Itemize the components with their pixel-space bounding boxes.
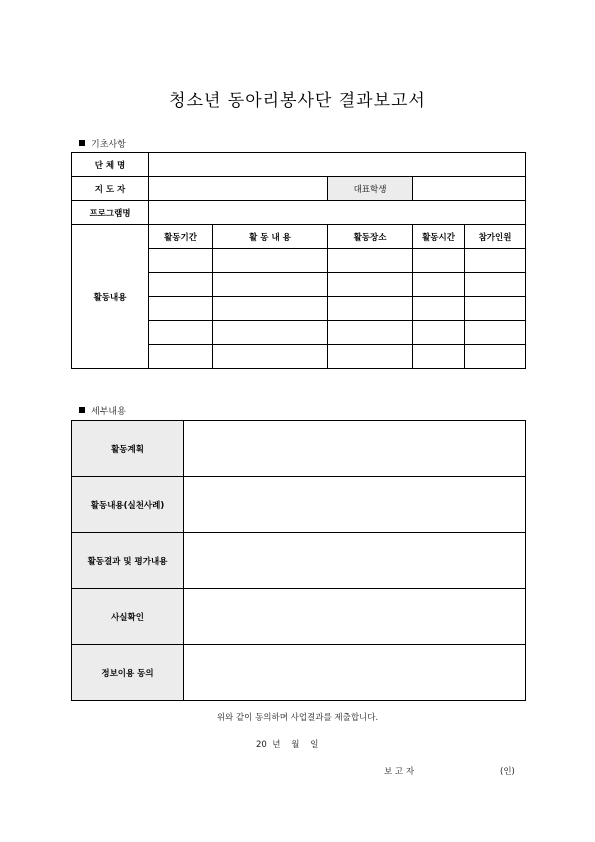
program-name-field[interactable] — [149, 201, 526, 225]
activity-cell[interactable] — [413, 273, 465, 297]
seal-mark: (인) — [500, 767, 515, 777]
org-name-label: 단 체 명 — [72, 153, 149, 177]
activity-cell[interactable] — [328, 297, 413, 321]
detail-row-field[interactable] — [184, 645, 526, 701]
section-details-text: 세부내용 — [91, 407, 126, 417]
activity-cell[interactable] — [465, 345, 526, 369]
org-name-field[interactable] — [149, 153, 526, 177]
activity-cell[interactable] — [149, 321, 213, 345]
detail-row-label: 활동결과 및 평가내용 — [72, 533, 184, 589]
detail-row-field[interactable] — [184, 533, 526, 589]
activity-cell[interactable] — [413, 249, 465, 273]
advisor-label: 지 도 자 — [72, 177, 149, 201]
rep-student-label: 대표학생 — [328, 177, 413, 201]
activity-cell[interactable] — [149, 249, 213, 273]
detail-row-field[interactable] — [184, 477, 526, 533]
activity-cell[interactable] — [149, 273, 213, 297]
detail-row-label: 사실확인 — [72, 589, 184, 645]
detail-row-field[interactable] — [184, 589, 526, 645]
details-table — [71, 420, 526, 701]
consent-statement: 위와 같이 동의하며 사업결과를 제출합니다. — [216, 713, 379, 723]
column-header: 활 동 내 용 — [213, 225, 328, 249]
activity-cell[interactable] — [213, 249, 328, 273]
activity-cell[interactable] — [465, 321, 526, 345]
program-name-label: 프로그램명 — [72, 201, 149, 225]
column-header: 활동시간 — [413, 225, 465, 249]
activity-cell[interactable] — [213, 273, 328, 297]
activity-cell[interactable] — [328, 273, 413, 297]
activity-cell[interactable] — [149, 345, 213, 369]
activity-cell[interactable] — [213, 297, 328, 321]
section-basic-info-label — [79, 137, 126, 150]
column-header: 참가인원 — [465, 225, 526, 249]
activity-cell[interactable] — [328, 345, 413, 369]
basic-info-table — [71, 152, 526, 369]
detail-row-label: 정보이용 동의 — [72, 645, 184, 701]
activity-cell[interactable] — [413, 345, 465, 369]
column-header: 활동장소 — [328, 225, 413, 249]
activity-cell[interactable] — [328, 321, 413, 345]
advisor-field[interactable] — [149, 177, 328, 201]
date-line: 20 년 월 일 — [256, 740, 319, 750]
square-bullet-icon — [79, 140, 85, 146]
activity-cell[interactable] — [149, 297, 213, 321]
detail-row-label: 활동계획 — [72, 421, 184, 477]
activity-cell[interactable] — [413, 321, 465, 345]
activity-cell[interactable] — [465, 249, 526, 273]
section-details-label — [79, 404, 126, 417]
square-bullet-icon — [79, 407, 85, 413]
activity-cell[interactable] — [465, 273, 526, 297]
detail-row-label: 활동내용(실천사례) — [72, 477, 184, 533]
activity-cell[interactable] — [328, 249, 413, 273]
section-basic-info-text: 기초사항 — [91, 140, 126, 150]
activity-cell[interactable] — [213, 321, 328, 345]
document-title: 청소년 동아리봉사단 결과보고서 — [169, 91, 426, 111]
rep-student-field[interactable] — [413, 177, 526, 201]
column-header: 활동기간 — [149, 225, 213, 249]
activity-cell[interactable] — [465, 297, 526, 321]
activity-label: 활동내용 — [72, 225, 149, 369]
activity-cell[interactable] — [413, 297, 465, 321]
detail-row-field[interactable] — [184, 421, 526, 477]
activity-cell[interactable] — [213, 345, 328, 369]
reporter-label: 보 고 자 — [384, 767, 415, 777]
